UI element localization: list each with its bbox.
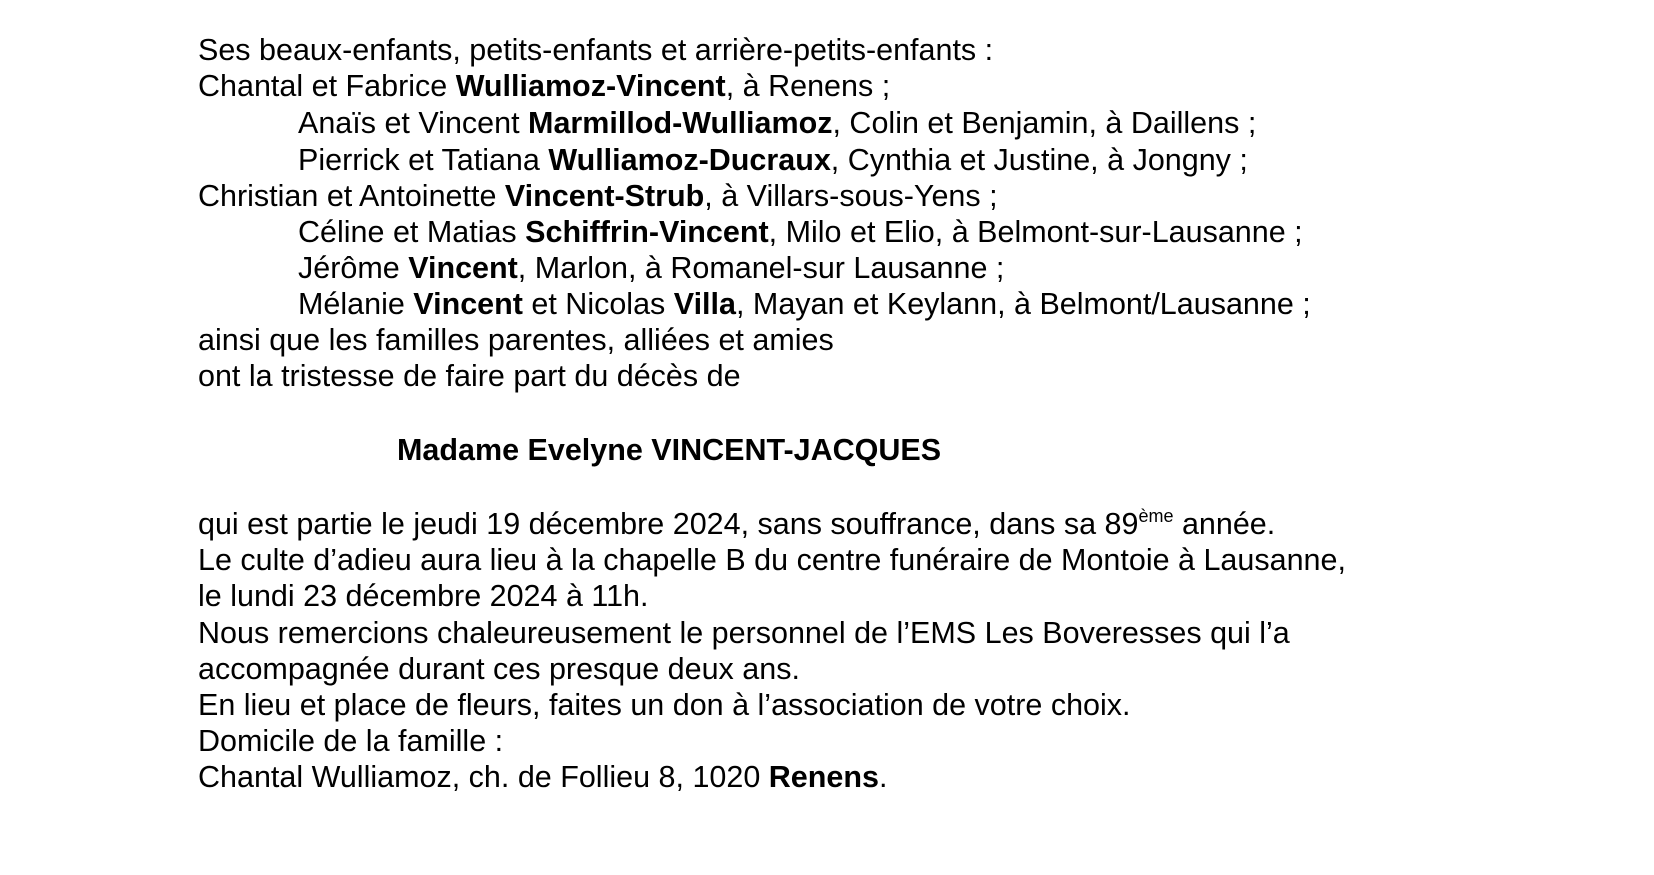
text: , Marlon, à Romanel-sur Lausanne ; (517, 251, 1005, 285)
text: , Mayan et Keylann, à Belmont/Lausanne ; (735, 287, 1311, 321)
announcement-line: ont la tristesse de faire part du décès de (198, 359, 741, 393)
family-line (198, 178, 998, 214)
ceremony-line: Le culte d’adieu aura lieu à la chapelle B du centre funéraire de Montoie à Lausanne, (198, 543, 1346, 577)
family-name: Vincent (413, 287, 523, 321)
text: . (878, 760, 888, 794)
city-name: Renens (768, 760, 879, 794)
family-name: Schiffrin-Vincent (525, 215, 769, 249)
text: Jérôme (298, 251, 409, 285)
family-name: Villa (673, 287, 736, 321)
death-details (198, 506, 1275, 546)
text: qui est partie le jeudi 19 décembre 2024, sans souffrance, dans sa 89 (198, 507, 1139, 541)
family-line (298, 250, 1004, 286)
text: , Cynthia et Justine, à Jongny ; (830, 143, 1248, 177)
text: Christian et Antoinette (198, 179, 505, 213)
family-name: Vincent (408, 251, 518, 285)
ceremony-date: le lundi 23 décembre 2024 à 11h. (198, 579, 649, 613)
text: année. (1173, 507, 1276, 541)
text: Chantal et Fabrice (198, 69, 456, 103)
text: , à Renens ; (725, 69, 891, 103)
domicile-address (198, 759, 887, 795)
thanks-line: Nous remercions chaleureusement le personnel de l’EMS Les Boveresses qui l’a (198, 616, 1290, 650)
text: , Milo et Elio, à Belmont-sur-Lausanne ; (768, 215, 1303, 249)
thanks-line: accompagnée durant ces presque deux ans. (198, 652, 800, 686)
family-line (298, 142, 1248, 178)
text: Mélanie (298, 287, 414, 321)
family-line (298, 105, 1256, 141)
domicile-label: Domicile de la famille : (198, 724, 504, 758)
text: et Nicolas (522, 287, 674, 321)
family-closing: ainsi que les familles parentes, alliées et amies (198, 323, 834, 357)
text: Pierrick et Tatiana (298, 143, 549, 177)
family-line (298, 214, 1303, 250)
family-intro: Ses beaux-enfants, petits-enfants et arrière-petits-enfants : (198, 33, 994, 67)
family-line (298, 286, 1311, 322)
family-name: Marmillod-Wulliamoz (528, 106, 833, 140)
text: Céline et Matias (298, 215, 526, 249)
family-name: Vincent-Strub (504, 179, 705, 213)
text: Anaïs et Vincent (298, 106, 529, 140)
family-name: Wulliamoz-Ducraux (548, 143, 831, 177)
text: Chantal Wulliamoz, ch. de Follieu 8, 1020 (198, 760, 769, 794)
text: , Colin et Benjamin, à Daillens ; (832, 106, 1257, 140)
text: , à Villars-sous-Yens ; (704, 179, 998, 213)
flowers-note: En lieu et place de fleurs, faites un don à l’association de votre choix. (198, 688, 1131, 722)
ordinal-suffix: ème (1138, 506, 1174, 526)
deceased-name-text: Madame Evelyne VINCENT-JACQUES (397, 433, 942, 467)
family-name: Wulliamoz-Vincent (455, 69, 726, 103)
family-line (198, 68, 890, 104)
deceased-name (397, 432, 941, 468)
